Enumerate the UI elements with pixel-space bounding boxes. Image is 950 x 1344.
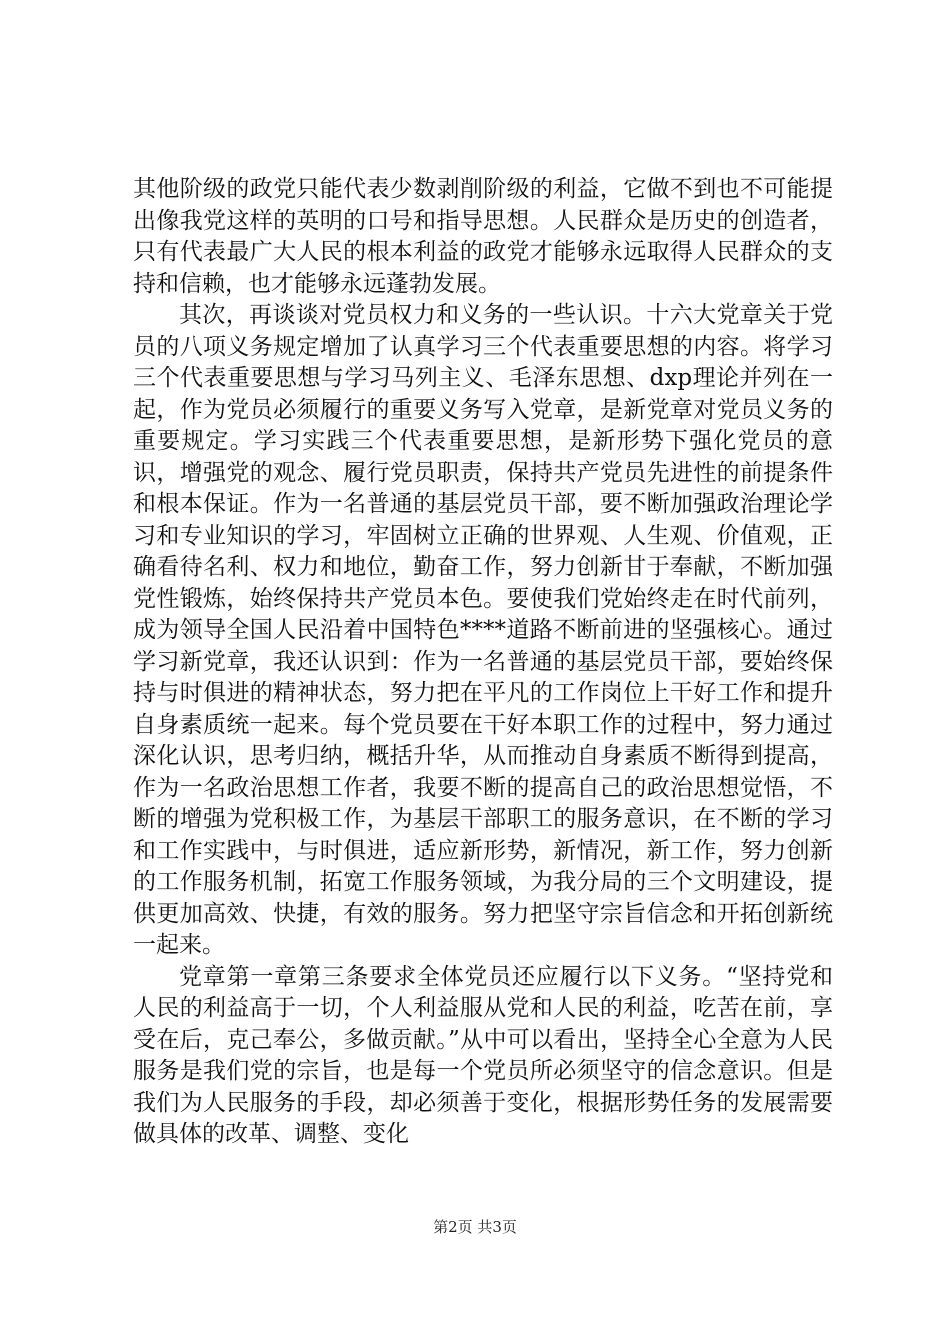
document-body [133, 174, 833, 1151]
paragraph-1: 其他阶级的政党只能代表少数剥削阶级的利益，它做不到也不可能提出像我党这样的英明的口号和指导思想。人民群众是历史的创造者，只有代表最广大人民的根本利益的政党才能够永远取得人民群众的支持和信赖，也才能够永远蓬勃发展。 [133, 176, 833, 297]
paragraph-3: 党章第一章第三条要求全体党员还应履行以下义务。“坚持党和人民的利益高于一切，个人利益服从党和人民的利益，吃苦在前，享受在后，克己奉公，多做贡献。”从中可以看出，坚持全心全意为人民服务是我们党的宗旨，也是每一个党员所必须坚守的信念意识。但是我们为人民服务的手段，却必须善于变化，根据形势任务的发展需要做具体的改革、调整、变化 [133, 963, 833, 1147]
paragraph-2: 其次，再谈谈对党员权力和义务的一些认识。十六大党章关于党员的八项义务规定增加了认真学习三个代表重要思想的内容。将学习三个代表重要思想与学习马列主义、毛泽东思想、dxp理论并列在一起，作为党员必须履行的重要义务写入党章，是新党章对党员义务的重要规定。学习实践三个代表重要思想，是新形势下强化党员的意识，增强党的观念、履行党员职责，保持共产党员先进性的前提条件和根本保证。作为一名普通的基层党员干部，要不断加强政治理论学习和专业知识的学习，牢固树立正确的世界观、人生观、价值观，正确看待名利、权力和地位，勤奋工作，努力创新甘于奉献，不断加强党性锻炼，始终保持共产党员本色。要使我们党始终走在时代前列，成为领导全国人民沿着中国特色****道路不断前进的坚强核心。通过学习新党章，我还认识到：作为一名普通的基层党员干部，要始终保持与时俱进的精神状态，努力把在平凡的工作岗位上干好工作和提升自身素质统一起来。每个党员要在干好本职工作的过程中，努力通过深化认识，思考归纳，概括升华，从而推动自身素质不断得到提高，作为一名政治思想工作者，我要不断的提高自己的政治思想觉悟，不断的增强为党积极工作，为基层干部职工的服务意识，在不断的学习和工作实践中，与时俱进，适应新形势，新情况，新工作，努力创新的工作服务机制，拓宽工作服务领域，为我分局的三个文明建设，提供更加高效、快捷，有效的服务。努力把坚守宗旨信念和开拓创新统一起来。 [133, 302, 833, 958]
page-number-footer: 第2页 共3页 [433, 1218, 517, 1236]
